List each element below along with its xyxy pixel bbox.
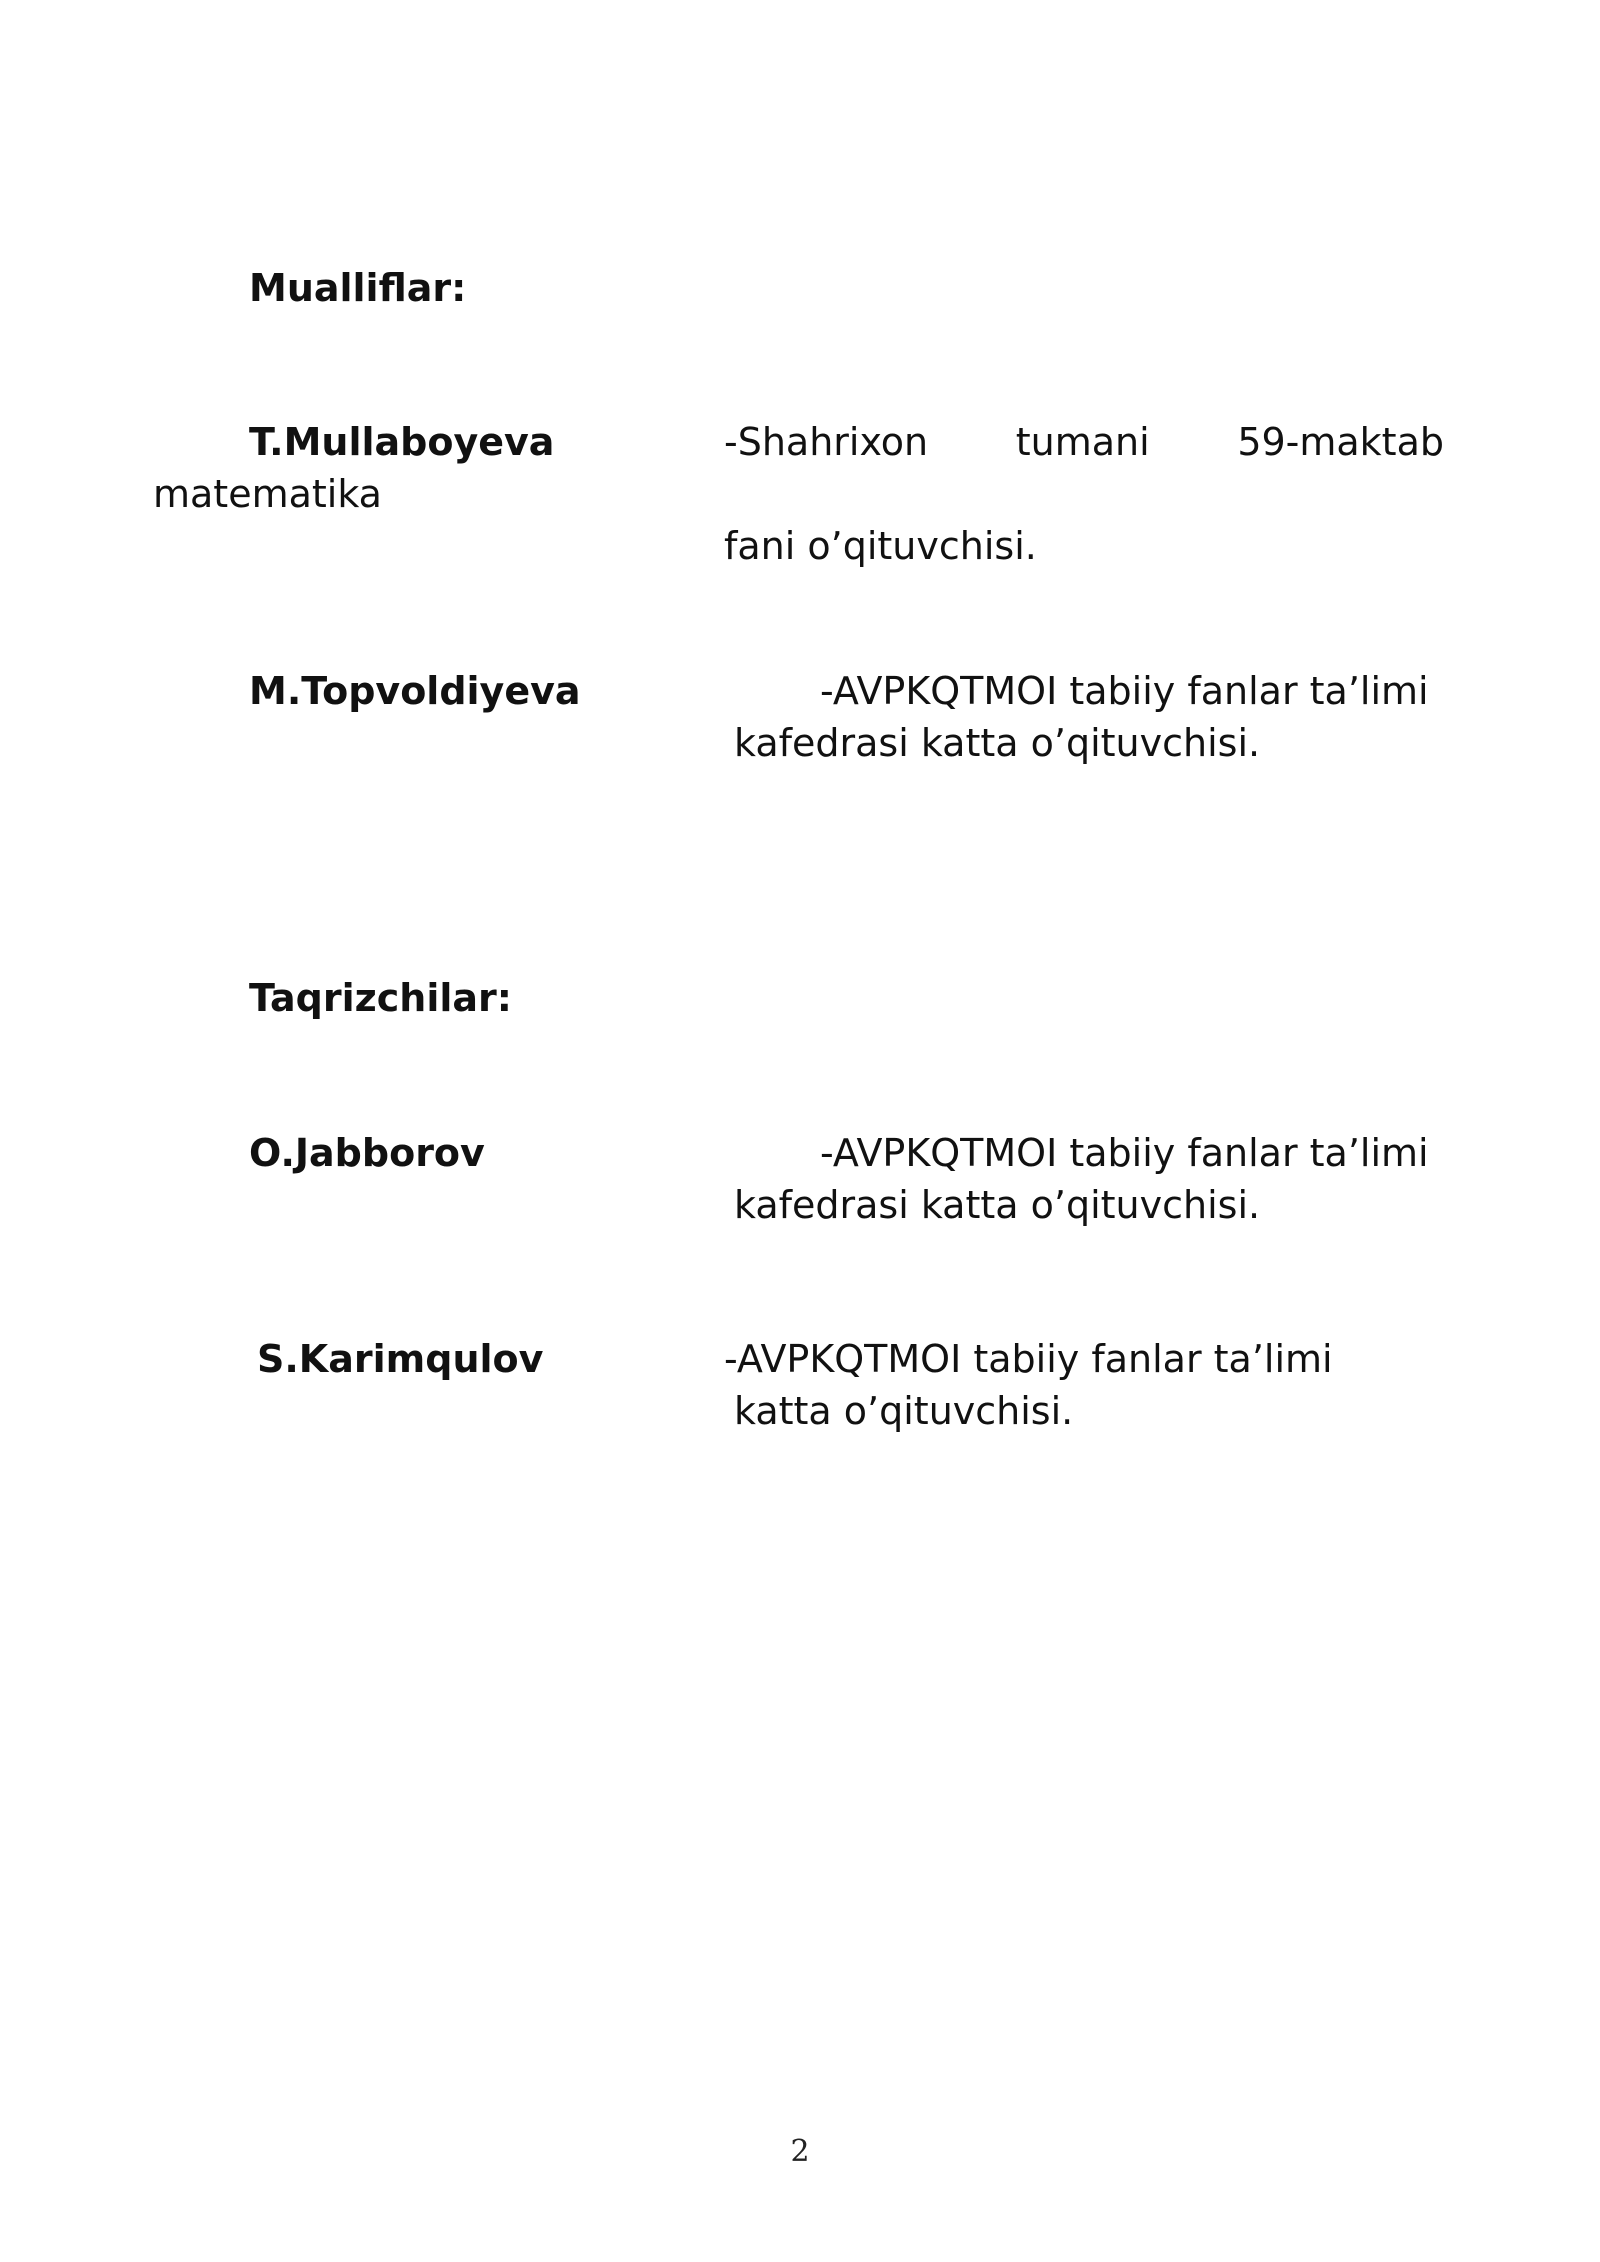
author-name: T.Mullaboyeva: [249, 420, 555, 464]
page-number: 2: [790, 2134, 810, 2169]
author-description-word: tumani: [1015, 420, 1150, 464]
author-name: M.Topvoldiyeva: [249, 669, 581, 713]
reviewer-description-line: katta o’qituvchisi.: [734, 1389, 1074, 1433]
author-description-line: [724, 416, 1444, 468]
author-description-line: -AVPKQTMOI tabiiy fanlar ta’limi: [820, 669, 1429, 713]
authors-heading: Mualliflar:: [249, 266, 467, 310]
reviewer-name: S.Karimqulov: [257, 1337, 544, 1381]
author-description-line: kafedrasi katta o’qituvchisi.: [734, 721, 1261, 765]
reviewers-heading: Taqrizchilar:: [249, 976, 512, 1020]
author-description-word: 59-maktab: [1237, 420, 1444, 464]
reviewer-description-line: -AVPKQTMOI tabiiy fanlar ta’limi: [724, 1337, 1333, 1381]
author-description-word: -Shahrixon: [724, 420, 929, 464]
reviewer-name: O.Jabborov: [249, 1131, 485, 1175]
author-description-line: fani o’qituvchisi.: [724, 524, 1037, 568]
reviewer-description-line: -AVPKQTMOI tabiiy fanlar ta’limi: [820, 1131, 1429, 1175]
reviewer-description-line: kafedrasi katta o’qituvchisi.: [734, 1183, 1261, 1227]
author-description-wrap: matematika: [153, 472, 382, 516]
